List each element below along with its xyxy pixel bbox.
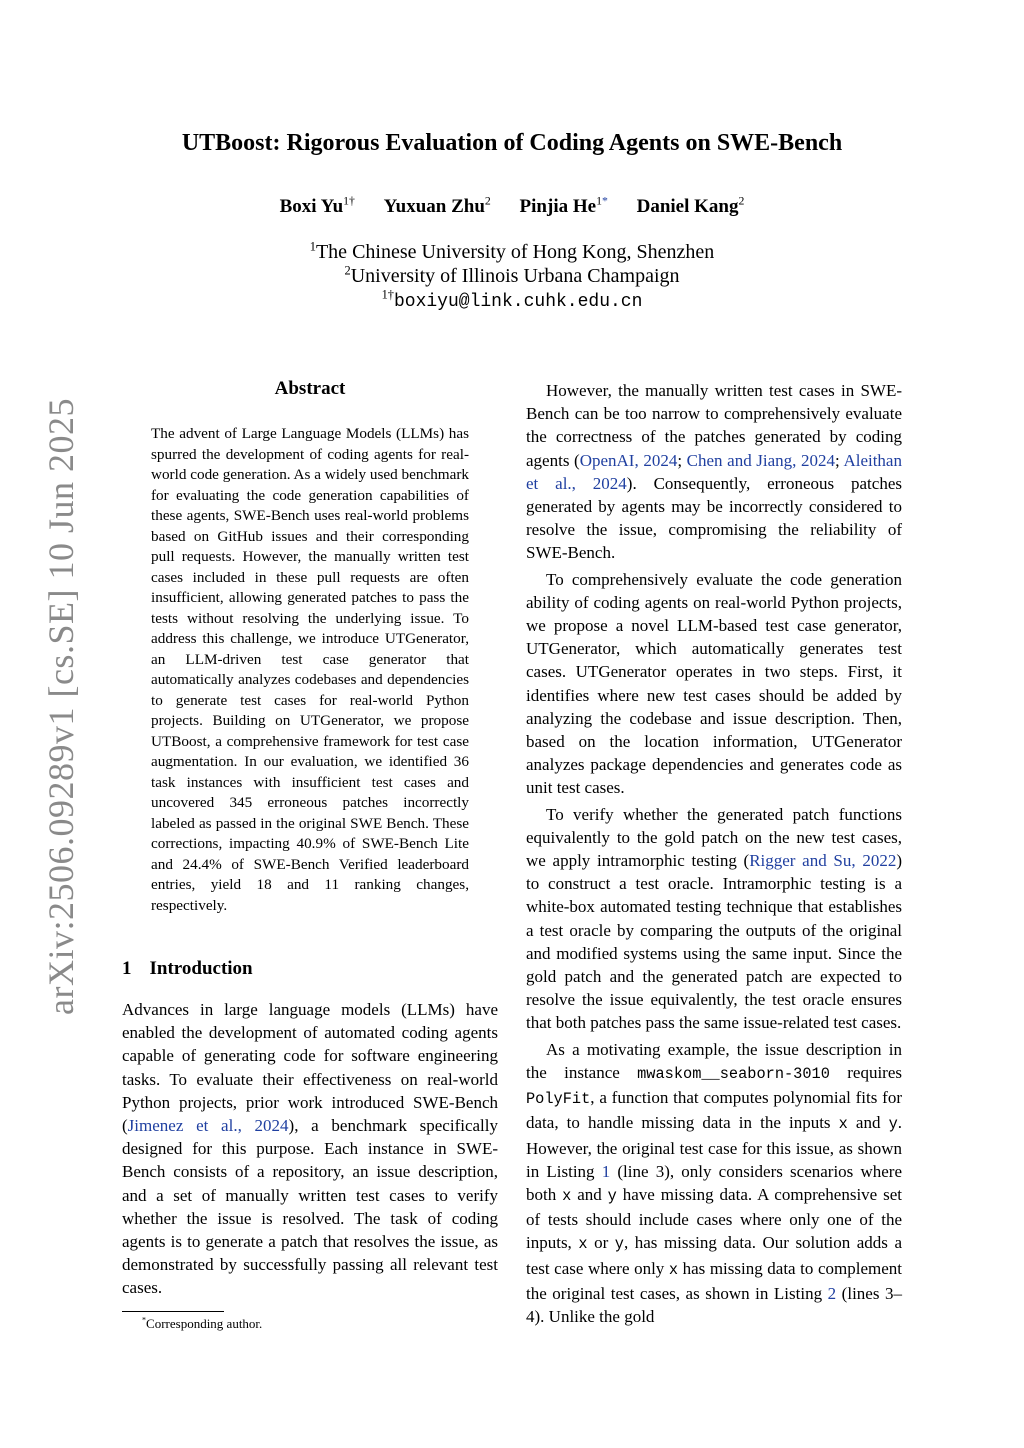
inline-code: x	[838, 1115, 848, 1134]
affiliations	[0, 240, 1024, 314]
citation-link[interactable]: Jimenez et al., 2024	[127, 1116, 289, 1136]
inline-code: x	[578, 1235, 588, 1254]
footnote-divider	[122, 1311, 224, 1312]
author-name: Yuxuan Zhu$^2$	[383, 194, 491, 217]
arxiv-identifier-stamp: arXiv:2506.09289v1 [cs.SE] 10 Jun 2025	[41, 398, 81, 1015]
citation-link[interactable]: Aleithan et al., 2024	[526, 450, 902, 493]
citation-link[interactable]: Chen and Jiang, 2024	[686, 450, 836, 470]
author-name: Boxi $Yu^{1\dagger}$	[279, 194, 355, 217]
author-name: Daniel Kang$^2$	[636, 194, 745, 217]
section-heading-introduction: 1 Introduction	[122, 958, 253, 979]
paper-title: UTBoost: Rigorous Evaluation of Coding Agents on SWE-Bench	[181, 130, 843, 156]
abstract-text: The advent of Large Language Models (LLMs) has spurred the development of coding agents for real-world code generation. As a widely used benchmark for evaluating the code generation capabilities of these agents, SWE-Bench uses real-world problems based on GitHub issues and their corresponding pull requests. However, the manually written test cases included in these pull requests are often insufficient, allowing generated patches to pass the tests without resolving the underlying issue. To address this challenge, we introduce UTGenerator, an LLM-driven test case generator that automatically analyzes codebases and dependencies to generate test cases for real-world Python projects. Building on UTGenerator, we propose UTBoost, a comprehensive framework for test case augmentation. In our evaluation, we identified 36 task instances with insufficient test cases and uncovered 345 erroneous patches incorrectly labeled as passed in the original SWE Bench. These corrections, impacting 40.9% of SWE-Bench Lite and 24.4% of SWE-Bench Verified leaderboard entries, yield 18 and 11 ranking changes, respectively.	[151, 425, 469, 914]
corresponding-author-mark[interactable]: *	[601, 194, 608, 208]
listing-reference-link[interactable]: 2	[827, 1283, 837, 1303]
inline-code: y	[607, 1186, 617, 1205]
footnote: *Corresponding author.	[142, 1315, 263, 1331]
paragraph: To verify whether the generated patch functions equivalently to the gold patch on the new test cases, we apply intramorphic testing (Rigger and Su, 2022) to construct a test oracle. Intramorphic testing is a white-box automated testing technique that establishes a test oracle by comparing the outputs of the original and modified systems using the same input. Since the gold patch and the generated patch are expected to resolve the issue equivalently, the test oracle ensures that both patches pass the same issue-related test cases.	[526, 804, 902, 1033]
citation-link[interactable]: Rigger and Su, 2022	[749, 851, 897, 871]
inline-code: y	[888, 1115, 898, 1134]
paragraph: As a motivating example, the issue description in the instance mwaskom__seaborn-3010 requires PolyFit, a function that computes polynomial fits for data, to handle missing data in the inputs x and y. However, the original test case for this issue, as shown in Listing 1 (line 3), only considers scenarios where both x and y have missing data. A comprehensive set of tests should include cases where only one of the inputs, x or y, has missing data. Our solution adds a test case where only x has missing data to complement the original test cases, as shown in Listing 2 (lines 3–4). Unlike the gold	[526, 1039, 903, 1326]
inline-code: x	[668, 1260, 679, 1279]
inline-code: mwaskom__seaborn-3010	[637, 1064, 830, 1083]
affiliation-2: $^2$University of Illinois Urbana Champaign	[344, 263, 680, 287]
contact-email: $^{1\dagger}$boxiyu@link.cuhk.edu.cn	[381, 287, 643, 312]
inline-code: PolyFit	[526, 1090, 591, 1109]
inline-code: y	[614, 1235, 624, 1254]
paragraph: To comprehensively evaluate the code generation ability of coding agents on real-world Python projects, we propose a novel LLM-based test case generator, UTGenerator, which automatically generates test cases. UTGenerator operates in two steps. First, it identifies where new test cases should be added by analyzing the codebase and issue description. Then, based on the location information, UTGenerator analyzes package dependencies and generates code as unit test cases.	[526, 569, 902, 798]
right-column	[526, 379, 902, 1328]
introduction-paragraph: Advances in large language models (LLMs) have enabled the development of automated coding agents capable of generating code for software engineering tasks. To evaluate their effectiveness on real-world Python projects, prior work introduced SWE-Bench (Jimenez et al., 2024), a benchmark specifically designed for this purpose. Each instance in SWE-Bench consists of a repository, an issue description, and a set of manually written test cases to verify whether the issue is resolved. The task of coding agents is to generate a patch that resolves the issue, as demonstrated by successfully passing all relevant test cases.	[122, 1000, 499, 1298]
listing-reference-link[interactable]: 1	[601, 1161, 611, 1181]
inline-code: x	[562, 1186, 572, 1205]
abstract-heading: Abstract	[274, 378, 346, 399]
citation-link[interactable]: OpenAI, 2024	[579, 450, 678, 470]
paragraph: However, the manually written test cases in SWE-Bench can be too narrow to comprehensively evaluate the correctness of the patches generated by coding agents (OpenAI, 2024; Chen and Jiang, 2024; Aleithan et al., 2024). Consequently, erroneous patches generated by agents may be incorrectly considered to resolve the issue, compromising the reliability of SWE-Bench.	[526, 381, 902, 563]
affiliation-1: $^1$The Chinese University of Hong Kong, Shenzhen	[309, 239, 715, 263]
author-list	[0, 196, 1024, 218]
author-name: Pinjia $He^{1*}$	[519, 194, 608, 217]
